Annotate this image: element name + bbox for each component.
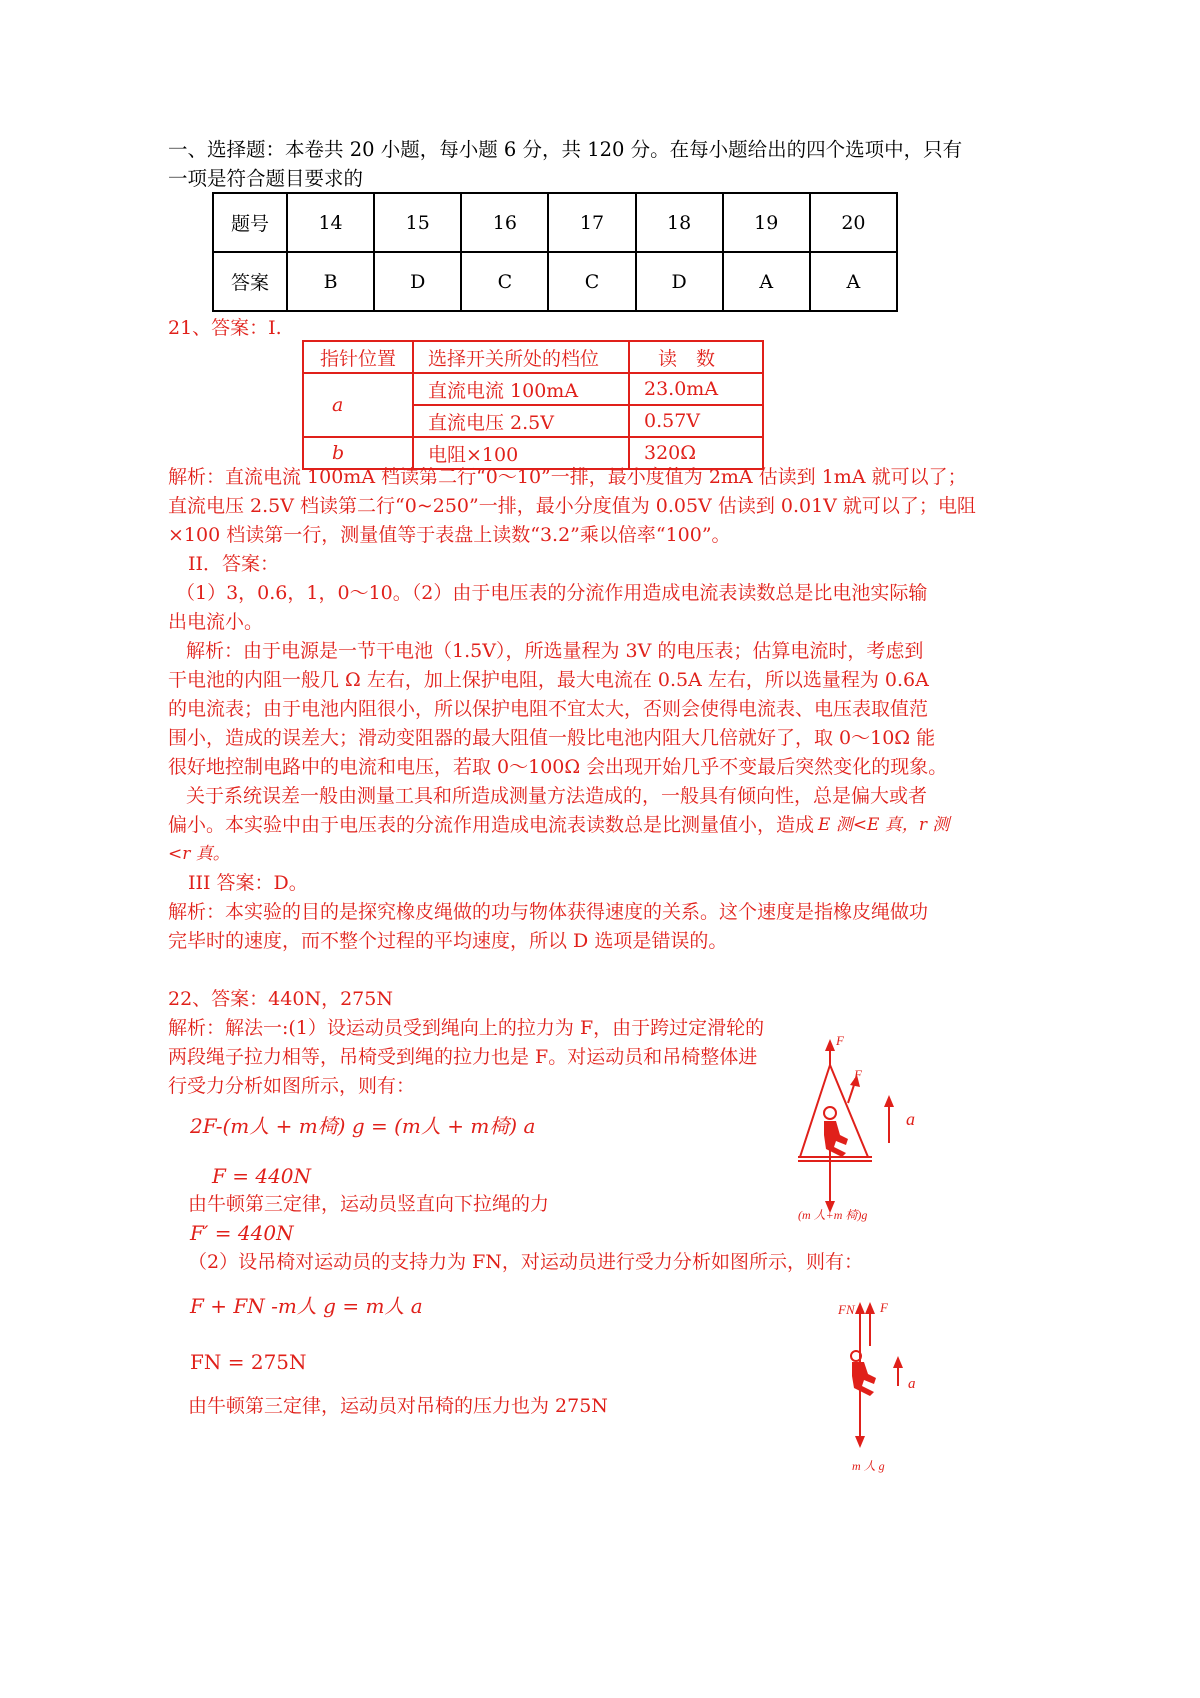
equation-4: F + FN -m人 g = m人 a — [190, 1294, 423, 1318]
analysis-line: 围小，造成的误差大；滑动变阻器的最大阻值一般比电池内阻大几倍就好了，取 0～10Ω 能 — [168, 727, 936, 749]
part3-answer: III 答案：D。 — [188, 872, 308, 894]
meter-header: 选择开关所处的档位 — [413, 341, 629, 373]
force-diagram-system — [790, 1033, 915, 1225]
analysis-line: 偏小。本实验中由于电压表的分流作用造成电流表读数总是比测量值小，造成 — [168, 814, 815, 836]
meter-header: 指针位置 — [303, 341, 413, 373]
meter-range: 直流电流 100mA — [413, 373, 629, 405]
answer-table-header: 题号 — [213, 193, 287, 252]
meter-reading: 320Ω — [629, 437, 763, 469]
meter-header: 读 数 — [629, 341, 763, 373]
newton-third-law-1: 由牛顿第三定律，运动员竖直向下拉绳的力 — [188, 1193, 550, 1215]
part2-answer: 出电流小。 — [168, 611, 264, 633]
question-number: 18 — [636, 193, 723, 252]
analysis-line: 的电流表；由于电池内阻很小，所以保护电阻不宜太大，否则会使得电流表、电压表取值范 — [168, 698, 929, 720]
answer-cell: A — [723, 252, 810, 311]
inequality-e: E 测<E 真，r 测 — [818, 815, 950, 835]
answer-cell: B — [287, 252, 374, 311]
force-label-f: F — [880, 1300, 888, 1315]
analysis-line: 干电池的内阻一般几 Ω 左右，加上保护电阻，最大电流在 0.5A 左右，所以选量程为 0.6A — [168, 669, 929, 691]
equation-1: 2F-(m人 + m椅) g = (m人 + m椅) a — [190, 1114, 536, 1138]
pointer-position-b: b — [303, 437, 413, 469]
answer-cell: D — [636, 252, 723, 311]
pointer-position-a: a — [303, 373, 413, 437]
part2-heading: II．答案： — [188, 553, 280, 575]
equation-2: F = 440N — [212, 1164, 312, 1188]
force-label-f: F — [836, 1033, 844, 1048]
meter-reading: 23.0mA — [629, 373, 763, 405]
analysis-line: ×100 档读第一行，测量值等于表盘上读数“3.2”乘以倍率“100”。 — [168, 524, 731, 546]
newton-third-law-2: 由牛顿第三定律，运动员对吊椅的压力也为 275N — [188, 1395, 608, 1417]
q22-heading: 22、答案：440N，275N — [168, 988, 393, 1010]
answer-cell: C — [461, 252, 548, 311]
accel-label: a — [908, 1376, 916, 1392]
section1-line1: 一、选择题：本卷共 20 小题，每小题 6 分，共 120 分。在每小题给出的四个选项中，只有 — [168, 138, 963, 161]
analysis-line: 行受力分析如图所示，则有： — [168, 1075, 416, 1097]
meter-table — [302, 340, 764, 470]
equation-5: FN = 275N — [190, 1350, 307, 1374]
answer-cell: D — [374, 252, 461, 311]
question-number: 15 — [374, 193, 461, 252]
analysis-line: 解析：解法一:(1）设运动员受到绳向上的拉力为 F，由于跨过定滑轮的 — [168, 1017, 765, 1039]
answer-table-header: 答案 — [213, 252, 287, 311]
answer-cell: A — [810, 252, 897, 311]
force-label-f: F — [854, 1067, 862, 1082]
analysis-line: 完毕时的速度，而不整个过程的平均速度，所以 D 选项是错误的。 — [168, 930, 728, 952]
inequality-r: <r 真。 — [168, 844, 230, 864]
answer-cell: C — [548, 252, 635, 311]
analysis-line: 很好地控制电路中的电流和电压，若取 0～100Ω 会出现开始几乎不变最后突然变化的现象。 — [168, 756, 948, 778]
answer-table — [212, 192, 898, 312]
question-number: 17 — [548, 193, 635, 252]
q21-heading: 21、答案：I. — [168, 317, 282, 339]
question-number: 16 — [461, 193, 548, 252]
analysis-line: 解析：直流电流 100mA 档读第二行“0～10”一排，最小度值为 2mA 估读到 1mA 就可以了； — [168, 466, 967, 488]
accel-label: a — [906, 1109, 915, 1129]
force-diagram-athlete — [830, 1296, 930, 1476]
question-number: 14 — [287, 193, 374, 252]
meter-range: 电阻×100 — [413, 437, 629, 469]
analysis-line: 解析：本实验的目的是探究橡皮绳做的功与物体获得速度的关系。这个速度是指橡皮绳做功 — [168, 901, 929, 923]
question-number: 19 — [723, 193, 810, 252]
analysis-line: 关于系统误差一般由测量工具和所造成测量方法造成的，一般具有倾向性，总是偏大或者 — [186, 785, 928, 807]
weight-label: (m 人+m 椅)g — [798, 1208, 868, 1222]
equation-3: F′ = 440N — [190, 1221, 294, 1245]
meter-range: 直流电压 2.5V — [413, 405, 629, 437]
analysis-line: 解析：由于电源是一节干电池（1.5V），所选量程为 3V 的电压表；估算电流时，考虑到 — [186, 640, 924, 662]
section1-line2: 一项是符合题目要求的 — [168, 167, 364, 190]
normal-force-label: FN — [838, 1302, 855, 1317]
question-number: 20 — [810, 193, 897, 252]
analysis-line: 直流电压 2.5V 档读第二行“0~250”一排，最小分度值为 0.05V 估读到 0.01V 就可以了；电阻 — [168, 495, 976, 517]
part2-answer: （1）3，0.6，1，0～10。（2）由于电压表的分流作用造成电流表读数总是比电池实际输 — [176, 582, 928, 604]
part2-statement: （2）设吊椅对运动员的支持力为 FN，对运动员进行受力分析如图所示，则有： — [188, 1251, 863, 1273]
meter-reading: 0.57V — [629, 405, 763, 437]
weight-label: m 人 g — [852, 1459, 885, 1473]
analysis-line: 两段绳子拉力相等，吊椅受到绳的拉力也是 F。对运动员和吊椅整体进 — [168, 1046, 758, 1068]
